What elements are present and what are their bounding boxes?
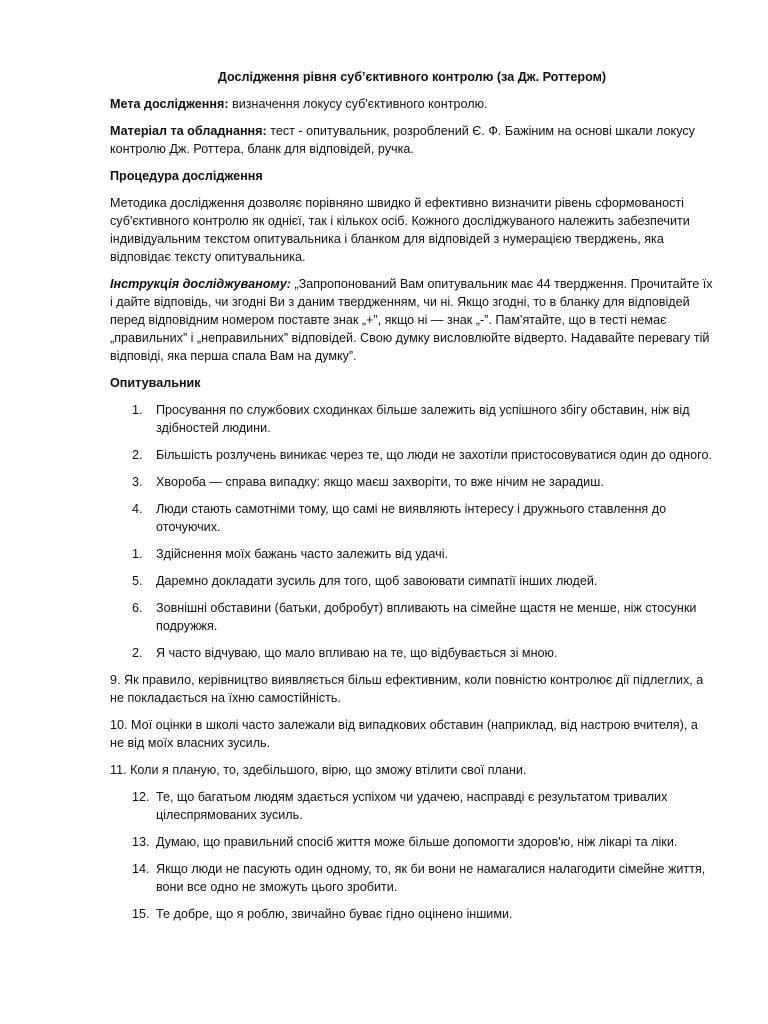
list-item-number: 6. bbox=[132, 601, 143, 615]
list-item-text: Здійснення моїх бажань часто залежить від удачі. bbox=[156, 547, 449, 561]
list-item bbox=[110, 644, 714, 662]
document-title: Дослідження рівня суб’єктивного контролю (за Дж. Роттером) bbox=[217, 70, 607, 84]
material-paragraph bbox=[110, 122, 714, 158]
material-text: тест - опитувальник, розроблений Є. Ф. Бажіним на основі шкали локусу контролю Дж. Роттера, бланк для відповідей, ручка. bbox=[110, 124, 695, 156]
goal-label: Мета дослідження: bbox=[110, 97, 229, 111]
list-item bbox=[110, 860, 714, 896]
list-item bbox=[110, 905, 714, 923]
list-item bbox=[110, 833, 714, 851]
list-item-number: 5. bbox=[132, 574, 143, 588]
list-item-number: 14. bbox=[132, 862, 150, 876]
plain-list-item-10: 10. Мої оцінки в школі часто залежали від випадкових обставин (наприклад, від настрою вчителя), а не від моїх власних зусиль. bbox=[110, 718, 698, 750]
list-item bbox=[110, 473, 714, 491]
procedure-heading: Процедура дослідження bbox=[110, 169, 263, 183]
list-item-number: 2. bbox=[132, 448, 143, 462]
list-item-number: 1. bbox=[132, 547, 143, 561]
list-item-text: Думаю, що правильний спосіб життя може більше допомогти здоров'ю, ніж лікарі та ліки. bbox=[156, 835, 678, 849]
goal-text: визначення локусу суб'єктивного контролю. bbox=[228, 97, 488, 111]
questionnaire-heading: Опитувальник bbox=[110, 376, 201, 390]
questionnaire-list-b bbox=[110, 788, 714, 923]
list-item bbox=[110, 446, 714, 464]
goal-paragraph bbox=[110, 95, 714, 113]
list-item-text: Просування по службових сходинках більше залежить від успішного збігу обставин, ніж від здібностей людини. bbox=[156, 403, 690, 435]
list-item-text: Те добре, що я роблю, звичайно буває гідно оцінено іншими. bbox=[156, 907, 513, 921]
document-page bbox=[110, 68, 714, 932]
plain-list-item-11: 11. Коли я планую, то, здебільшого, вірю, що зможу втілити свої плани. bbox=[110, 763, 527, 777]
procedure-text: Методика дослідження дозволяє порівняно швидко й ефективно визначити рівень сформованості суб'єктивного контролю як однієї, так і кількох осіб. Кожного досліджуваного належить забезпечити індивідуальним текстом опитувальника і бланком для відповідей з нумерацією тверджень, яка відповідає тексту опитувальника. bbox=[110, 196, 690, 264]
list-item-number: 12. bbox=[132, 790, 150, 804]
list-item-text: Даремно докладати зусиль для того, щоб завоювати симпатії інших людей. bbox=[156, 574, 598, 588]
list-item-number: 3. bbox=[132, 475, 143, 489]
material-label: Матеріал та обладнання: bbox=[110, 124, 267, 138]
questionnaire-list-a bbox=[110, 401, 714, 662]
list-item-number: 2. bbox=[132, 646, 143, 660]
list-item-number: 1. bbox=[132, 403, 143, 417]
list-item bbox=[110, 599, 714, 635]
list-item bbox=[110, 545, 714, 563]
list-item-text: Якщо люди не пасують один одному, то, як би вони не намагалися налагодити сімейне життя, вони все одно не зможуть цього зробити. bbox=[156, 862, 706, 894]
list-item-number: 15. bbox=[132, 907, 150, 921]
list-item-number: 13. bbox=[132, 835, 150, 849]
list-item bbox=[110, 788, 714, 824]
list-item-text: Я часто відчуваю, що мало впливаю на те, що відбувається зі мною. bbox=[156, 646, 558, 660]
instruction-label: Інструкція досліджуваному: bbox=[110, 277, 291, 291]
list-item-text: Більшість розлучень виникає через те, що люди не захотіли пристосовуватися один до одного. bbox=[156, 448, 712, 462]
list-item-text: Хвороба — справа випадку: якщо маєш захворіти, то вже нічим не зарадиш. bbox=[156, 475, 604, 489]
list-item-text: Люди стають самотніми тому, що самі не виявляють інтересу і дружнього ставлення до оточуючих. bbox=[156, 502, 667, 534]
instruction-text: „Запропонований Вам опитувальник має 44 твердження. Прочитайте їх і дайте відповідь, чи згодні Ви з даним твердженням, чи ні. Якщо згодні, то в бланку для відповідей перед відповідним номером поставте знак „+”, якщо ні — знак „-”. Пам'ятайте, що в тесті немає „правильних” і „неправильних” відповідей. Свою думку висловлюйте відверто. Надавайте перевагу тій відповіді, яка перша спала Вам на думку”. bbox=[110, 277, 713, 363]
instruction-paragraph bbox=[110, 275, 714, 365]
list-item bbox=[110, 401, 714, 437]
list-item-text: Зовнішні обставини (батьки, добробут) впливають на сімейне щастя не менше, ніж стосунки подружжя. bbox=[156, 601, 697, 633]
list-item bbox=[110, 572, 714, 590]
plain-list-item-9: 9. Як правило, керівництво виявляється більш ефективним, коли повністю контролює дії підлеглих, а не покладається на їхню самостійність. bbox=[110, 673, 704, 705]
list-item-text: Те, що багатьом людям здається успіхом чи удачею, насправді є результатом тривалих цілеспрямованих зусиль. bbox=[156, 790, 668, 822]
list-item bbox=[110, 500, 714, 536]
list-item-number: 4. bbox=[132, 502, 143, 516]
